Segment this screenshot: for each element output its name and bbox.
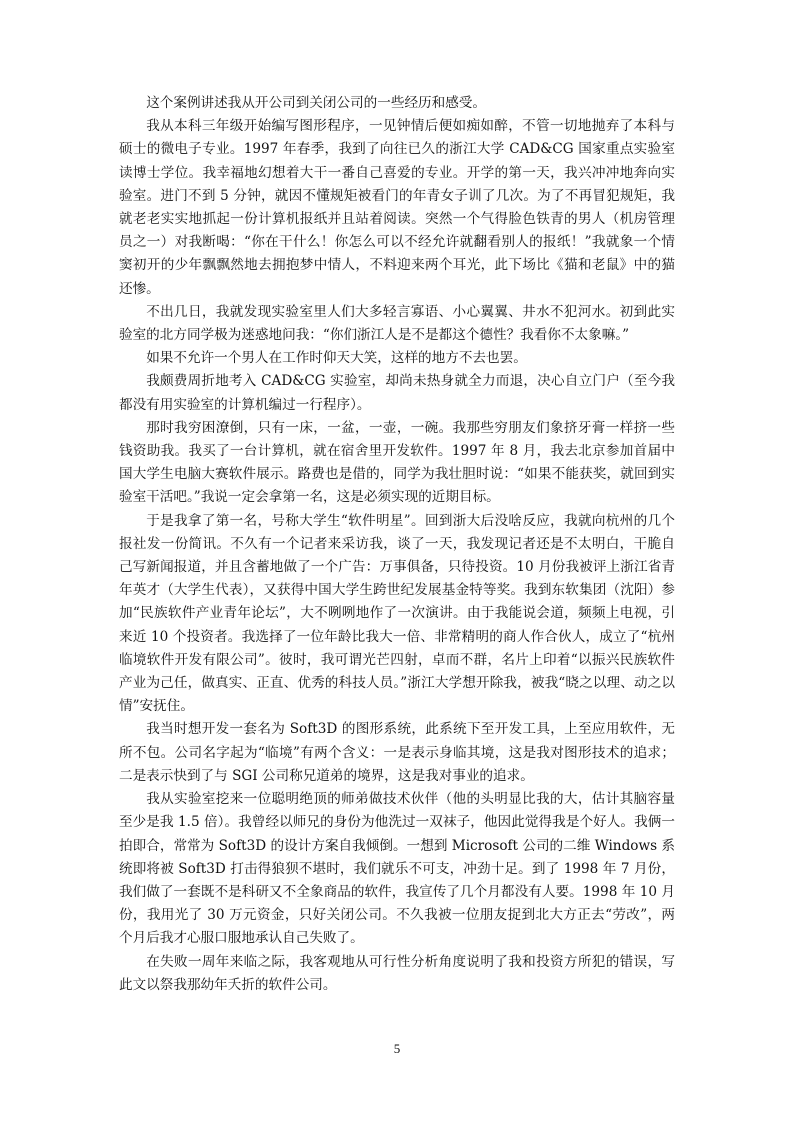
paragraph-intro: 这个案例讲述我从开公司到关闭公司的一些经历和感受。 <box>146 95 487 111</box>
body-text <box>119 92 675 997</box>
paragraph-reflection: 在失败一周年来临之际，我客观地从可行性分析角度说明了我和投资方所犯的错误，写此文以祭我那幼年夭折的软件公司。 <box>119 953 675 993</box>
paragraph-phd-lab: 我从本科三年级开始编写图形程序，一见钟情后便如痴如醉，不管一切地抛弃了本科与硕士的微电子专业。1997 年春季，我到了向往已久的浙江大学 CAD&CG 国家重点实验室读博士学位。我幸福地幻想着大干一番自己喜爱的专业。开学的第一天，我兴冲冲地奔向实验室。进门不到 5 分钟，就因不懂规矩被看门的年青女子训了几次。为了不再冒犯规矩，我就老老实实地抓起一份计算机报纸并且站着阅读。突然一个气得脸色铁青的男人（机房管理员之一）对我断喝：“你在干什么！你怎么可以不经允许就翻看别人的报纸！”我就象一个情窦初开的少年飘飘然地去拥抱梦中情人，不料迎来两个耳光，此下场比《猫和老鼠》中的猫还惨。 <box>119 118 675 297</box>
paragraph-soft3d: 我当时想开发一套名为 Soft3D 的图形系统，此系统下至开发工具，上至应用软件，无所不包。公司名字起为“临境”有两个含义：一是表示身临其境，这是我对图形技术的追求；二是表示快到了与 SGI 公司称兄道弟的境界，这是我对事业的追求。 <box>119 721 675 784</box>
paragraph-lab-atmosphere: 不出几日，我就发现实验室里人们大多轻言寡语、小心翼翼、井水不犯河水。初到此实验室的北方同学极为迷惑地问我：“你们浙江人是不是都这个德性？我看你不太象嘛。” <box>119 303 675 344</box>
paragraph-partner: 我从实验室挖来一位聪明绝顶的师弟做技术伙伴（他的头明显比我的大，估计其脑容量至少是我 1.5 倍）。我曾经以师兄的身份为他洗过一双袜子，他因此觉得我是个好人。我俩一拍即合，常常为 Soft3D 的设计方案自我倾倒。一想到 Microsoft 公司的二维 Windows 系统即将被 Soft3D 打击得狼狈不堪时，我们就乐不可支，冲劲十足。到了 1998 年 7 月份，我们做了一套既不是科研又不全象商品的软件，我宣传了几个月都没有人要。1998 年 10 月份，我用光了 30 万元资金，只好关闭公司。不久我被一位朋友捉到北大方正去“劳改”，两个月后我才心服口服地承认自己失败了。 <box>119 791 675 947</box>
paragraph-laugh: 如果不允许一个男人在工作时仰天大笑，这样的地方不去也罢。 <box>146 350 527 367</box>
paragraph-independent: 我颇费周折地考入 CAD&CG 实验室，却尚未热身就全力而退，决心自立门户（至今我都没有用实验室的计算机编过一行程序）。 <box>119 373 675 413</box>
page-number: 5 <box>393 1041 401 1056</box>
paragraph-first-prize: 于是我拿了第一名，号称大学生“软件明星”。回到浙大后没啥反应，我就向杭州的几个报社发一份简讯。不久有一个记者来采访我，谈了一天，我发现记者还是不太明白，干脆自己写新闻报道，并且含蓄地做了一个广告：万事俱备，只待投资。10 月份我被评上浙江省青年英才（大学生代表），又获得中国大学生跨世纪发展基金特等奖。我到东软集团（沈阳）参加“民族软件产业青年论坛”，大不咧咧地作了一次演讲。由于我能说会道，频频上电视，引来近 10 个投资者。我选择了一位年龄比我大一倍、非常精明的商人作合伙人，成立了“杭州临境软件开发有限公司”。彼时，我可谓光芒四射，卓而不群，名片上印着“以振兴民族软件产业为己任，做真实、正直、优秀的科技人员。”浙江大学想开除我，被我“晓之以理、动之以情”安抚住。 <box>119 512 675 715</box>
paragraph-poverty: 那时我穷困潦倒，只有一床，一盆，一壶，一碗。我那些穷朋友们象挤牙膏一样挤一些钱资助我。我买了一台计算机，就在宿舍里开发软件。1997 年 8 月，我去北京参加首届中国大学生电脑大赛软件展示。路费也是借的，同学为我壮胆时说：“如果不能获奖，就回到实验室干活吧。”我说一定会拿第一名，这是必须实现的近期目标。 <box>119 419 675 506</box>
